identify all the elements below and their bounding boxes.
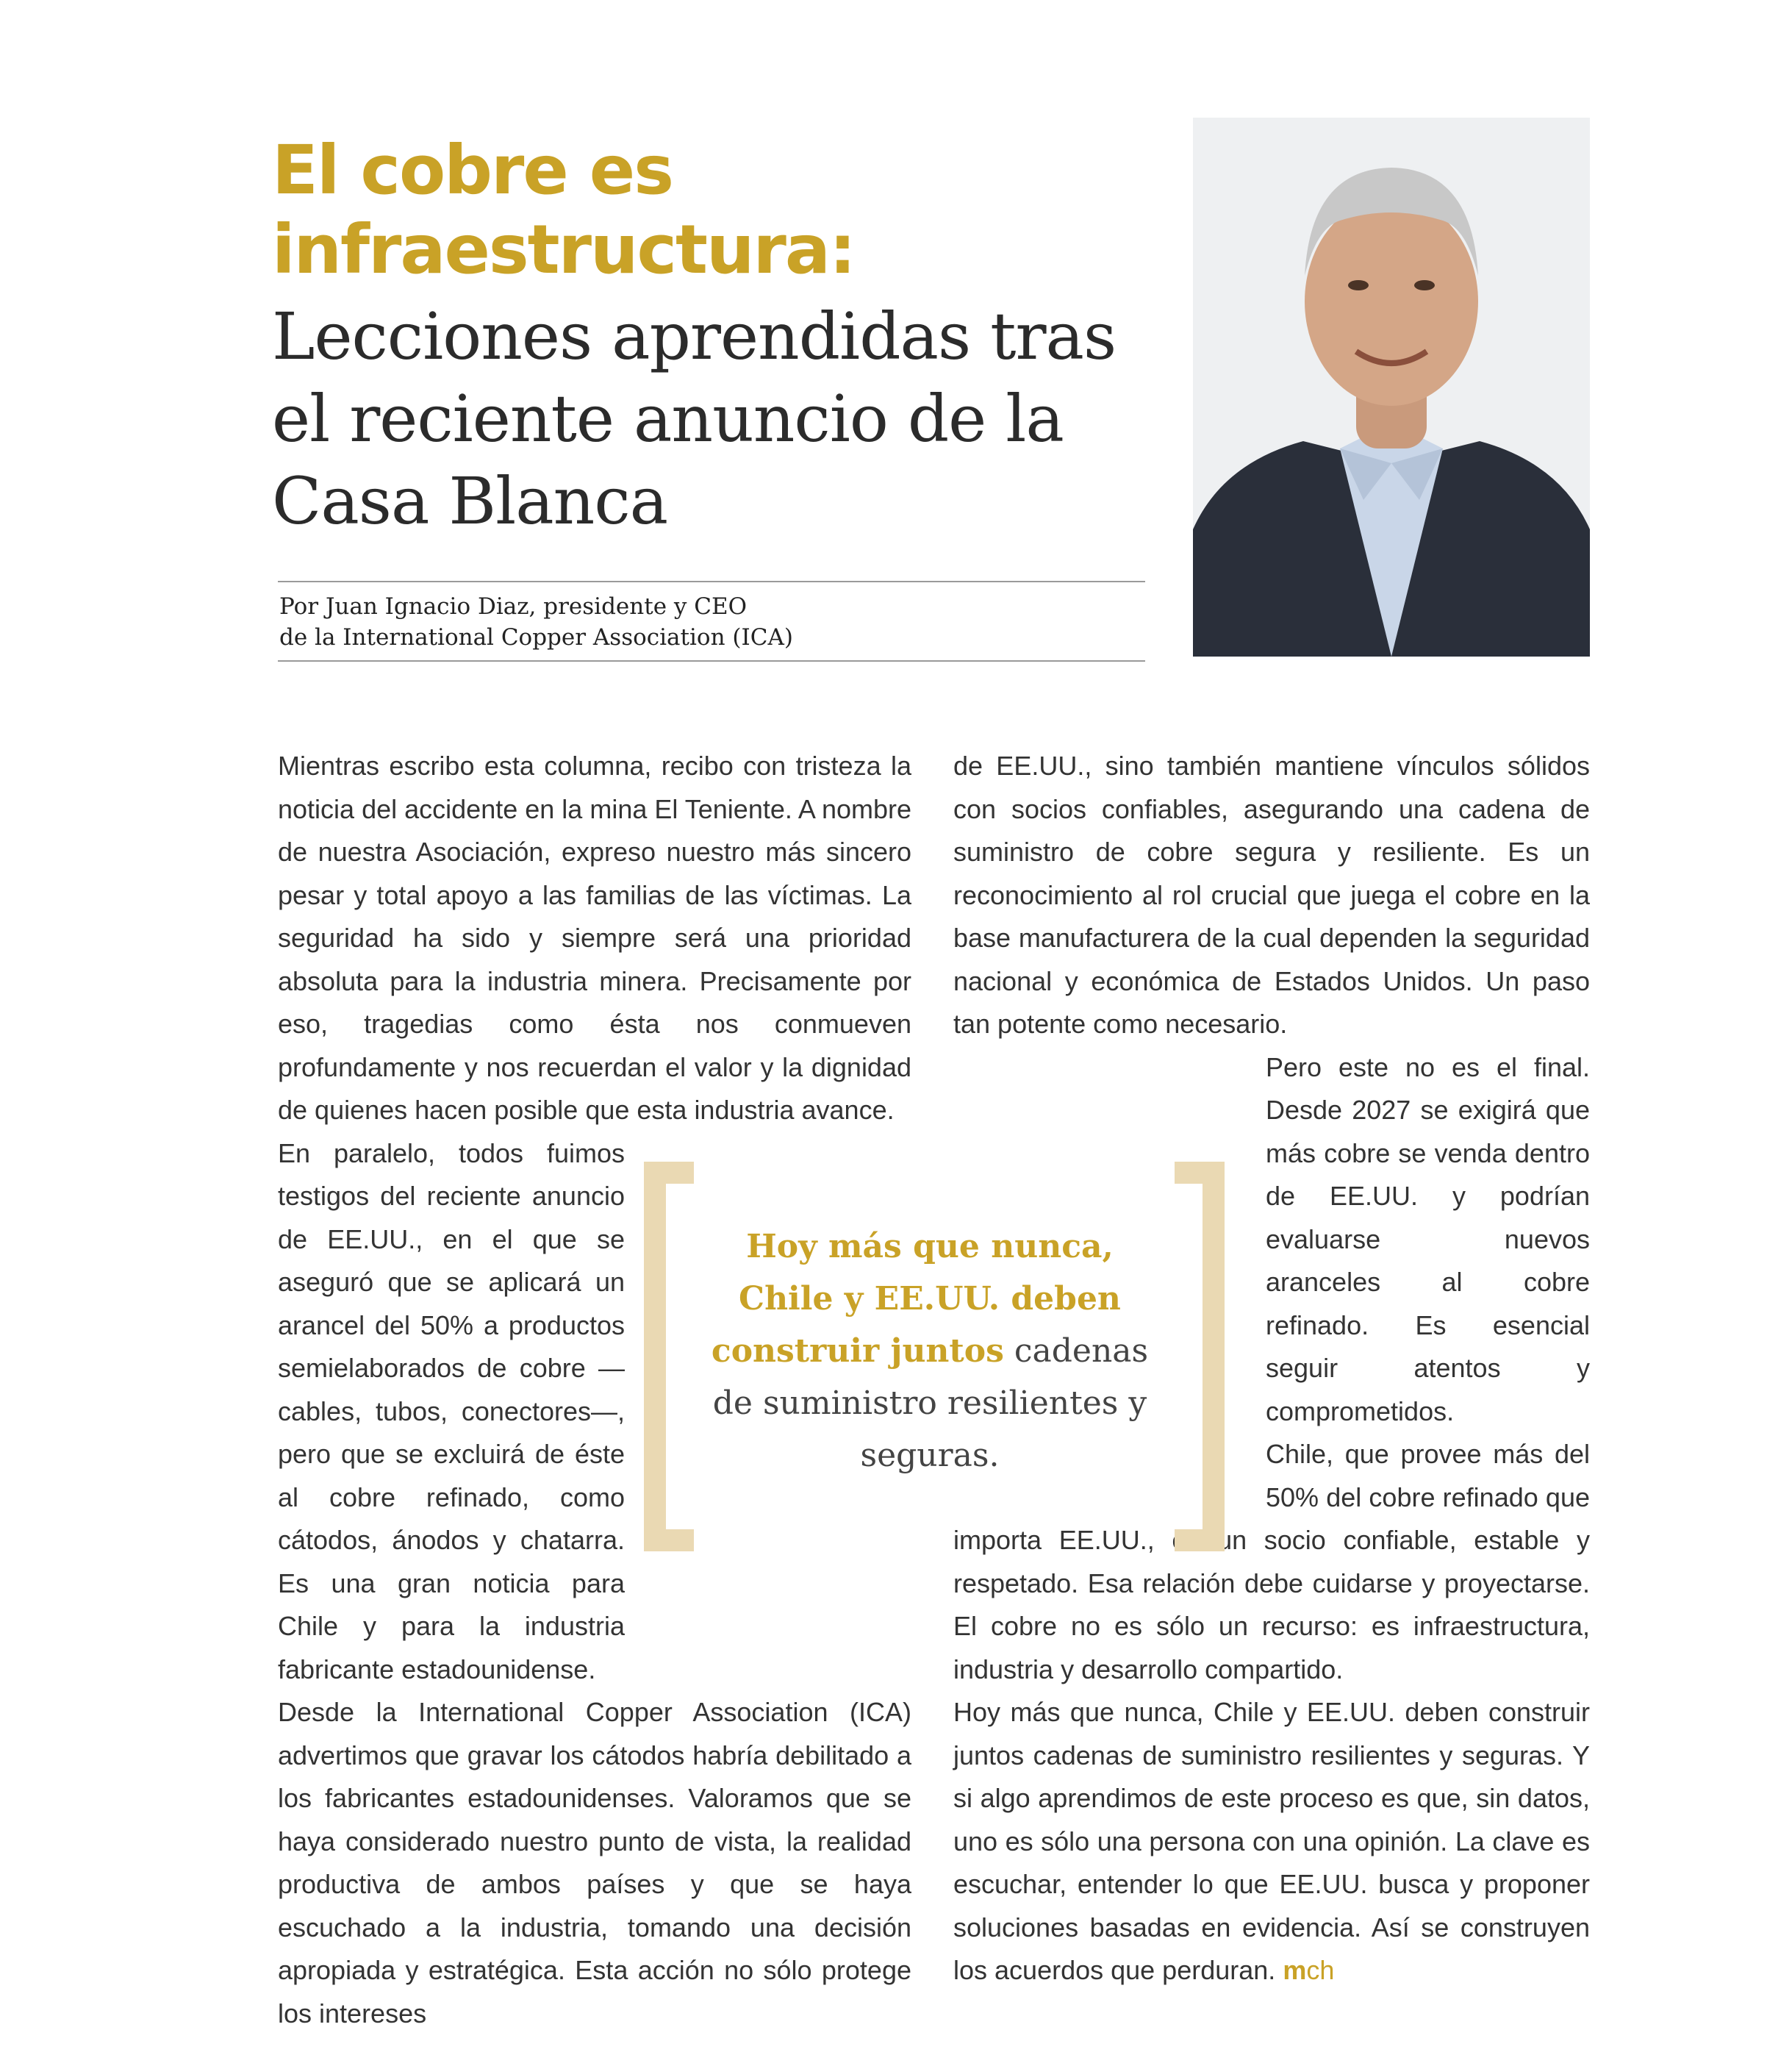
byline-line2: de la International Copper Association (ICA) [279,624,793,651]
pull-quote [706,1220,1154,1481]
byline [279,591,1139,653]
mch-signature-logo [1283,1955,1334,1985]
right-paragraph-2-text: Pero este no es el final. Desde 2027 se exigirá que más cobre se venda dentro de EE.UU. y podrían evaluarse nuevos aranceles al cobre refinado. Es esencial seguir atentos y comprometidos. [1266,1051,1590,1426]
byline-line1: Por Juan Ignacio Diaz, presidente y CEO [279,593,748,620]
headline-gold-line2: infraestructura: [272,210,855,289]
left-paragraph-2: En paralelo, todos fuimos testigos del reciente anuncio de EE.UU., en el que se aseguró que se aplicará un arancel del 50% a productos semielaborados de cobre —cables, tubos, conectores—, pero que se excluirá de éste al cobre refinado, como cátodos, ánodos y chatarra. Es una gran noticia para Chile y para la industria fabricante estadounidense. [278,1137,625,1684]
subtitle-line1: Lecciones aprendidas tras [272,299,1117,374]
right-paragraph-1: de EE.UU., sino también mantiene vínculos sólidos con socios confiables, asegurando una cadena de suministro de cobre segura y resiliente. Es un reconocimiento al rol crucial que juega el cobre en la base manufacturera de la cual dependen la seguridad nacional y económica de Estados Unidos. Un paso tan potente como necesario. [953,751,1590,1039]
right-paragraph-4 [953,1691,1590,1992]
subtitle-line2: el reciente anuncio de la [272,381,1064,457]
headline-gold [272,131,1139,290]
byline-bottom-rule [278,660,1145,662]
pull-quote-highlight: Hoy más que nunca, Chile y EE.UU. deben construir juntos [711,1228,1121,1370]
author-photo [1193,118,1590,657]
pullquote-bracket-right [1175,1162,1225,1551]
headline-gold-line1: El cobre es [272,131,673,210]
left-paragraph-1: Mientras escribo esta columna, recibo con tristeza la noticia del accidente en la mina El Teniente. A nombre de nuestra Asociación, expreso nuestro más sincero pesar y total apoyo a las familias de las víctimas. La seguridad ha sido y siempre será una prioridad absoluta para la industria minera. Precisamente por eso, tragedias como ésta nos conmueven profundamente y nos recuerdan el valor y la dignidad de quienes hacen posible que esta industria avance. [278,751,911,1125]
signature-bold: m [1283,1955,1307,1985]
signature-light: ch [1306,1955,1335,1985]
byline-top-rule [278,581,1145,582]
portrait-illustration [1193,118,1590,657]
pullquote-bracket-left [644,1162,694,1551]
headline-subtitle [272,296,1154,543]
subtitle-line3: Casa Blanca [272,463,668,539]
right-paragraph-3: Chile, que provee más del 50% del cobre refinado que importa EE.UU., es un socio confiable, estable y respetado. Esa relación debe cuidarse y proyectarse. El cobre no es sólo un recurso: es infraestructura, industria y desarrollo compartido. [953,1439,1590,1684]
pull-quote-rest: cadenas de suministro resilientes y seguras. [712,1332,1149,1474]
left-paragraph-3: Desde la International Copper Association (ICA) advertimos que gravar los cátodos habría debilitado a los fabricantes estadounidenses. Valoramos que se haya considerado nuestro punto de vista, la realidad productiva de ambos países y que se haya escuchado a la industria, tomando una decisión apropiada y estratégica. Esta acción no sólo protege los intereses [278,1697,911,2029]
right-paragraph-4-text: Hoy más que nunca, Chile y EE.UU. deben construir juntos cadenas de suministro resilientes y seguras. Y si algo aprendimos de este proceso es que, sin datos, uno es sólo una persona con una opinión. La clave es escuchar, entender lo que EE.UU. busca y proponer soluciones basadas en evidencia. Así se construyen los acuerdos que perduran. [953,1697,1590,1985]
